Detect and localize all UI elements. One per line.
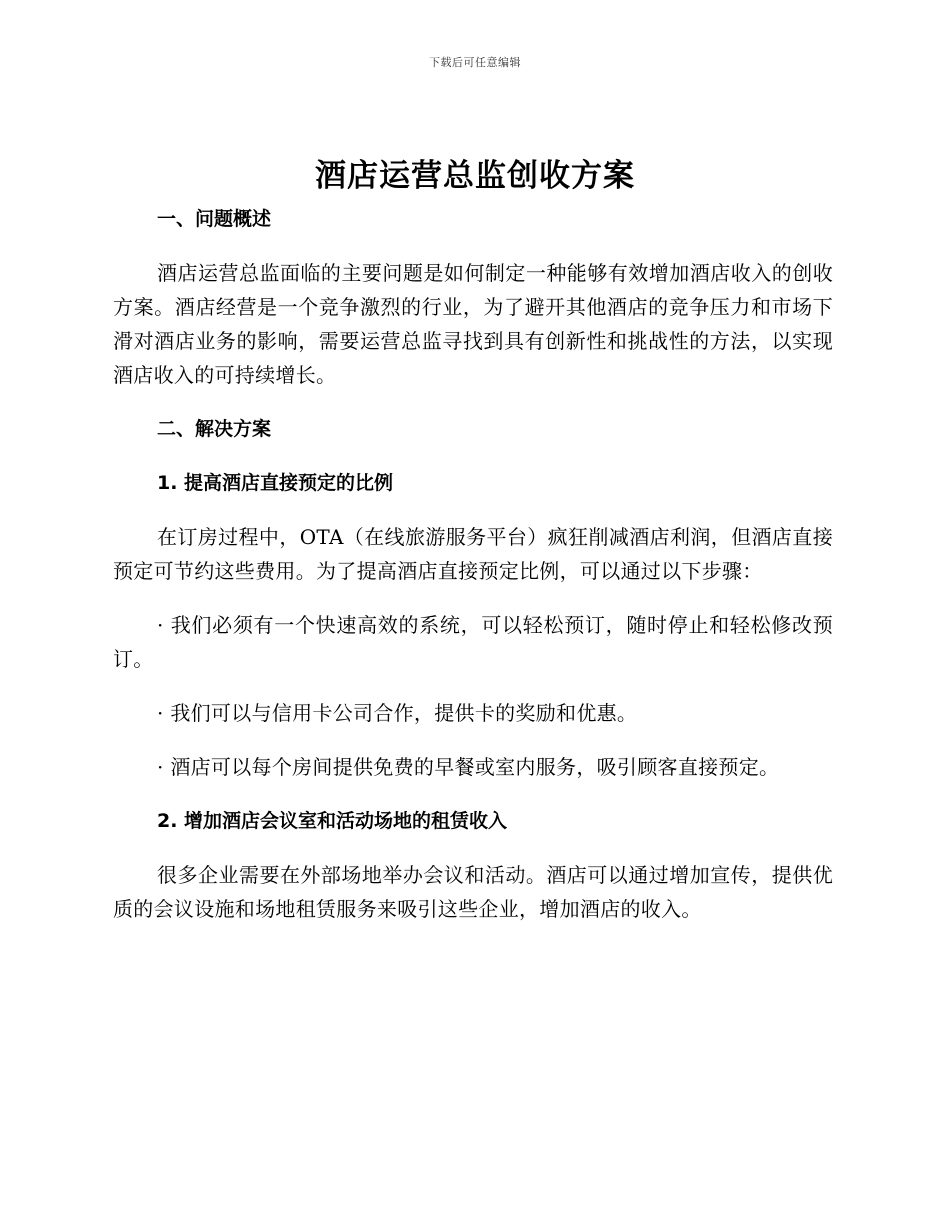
document-body (113, 200, 833, 926)
header-note: 下载后可任意编辑 (429, 56, 521, 69)
section-heading-problem: 一、问题概述 (157, 208, 272, 230)
subheading-venue-rental: 2. 增加酒店会议室和活动场地的租赁收入 (157, 810, 508, 832)
paragraph-venue-rental: 很多企业需要在外部场地举办会议和活动。酒店可以通过增加宣传，提供优质的会议设施和场地租赁服务来吸引这些企业，增加酒店的收入。 (113, 863, 833, 921)
paragraph-problem: 酒店运营总监面临的主要问题是如何制定一种能够有效增加酒店收入的创收方案。酒店经营是一个竞争激烈的行业，为了避开其他酒店的竞争压力和市场下滑对酒店业务的影响，需要运营总监寻找到具有创新性和挑战性的方法，以实现酒店收入的可持续增长。 (113, 261, 833, 387)
paragraph-direct-booking: 在订房过程中，OTA（在线旅游服务平台）疯狂削减酒店利润，但酒店直接预定可节约这些费用。为了提高酒店直接预定比例，可以通过以下步骤： (113, 525, 833, 583)
bullet-item: · 酒店可以每个房间提供免费的早餐或室内服务，吸引顾客直接预定。 (157, 755, 780, 779)
bullet-item: · 我们必须有一个快速高效的系统，可以轻松预订，随时停止和轻松修改预订。 (113, 613, 833, 671)
document-title: 酒店运营总监创收方案 (315, 158, 635, 194)
subheading-direct-booking: 1. 提高酒店直接预定的比例 (157, 472, 394, 494)
section-heading-solution: 二、解决方案 (157, 418, 272, 440)
bullet-item: · 我们可以与信用卡公司合作，提供卡的奖励和优惠。 (157, 701, 638, 725)
